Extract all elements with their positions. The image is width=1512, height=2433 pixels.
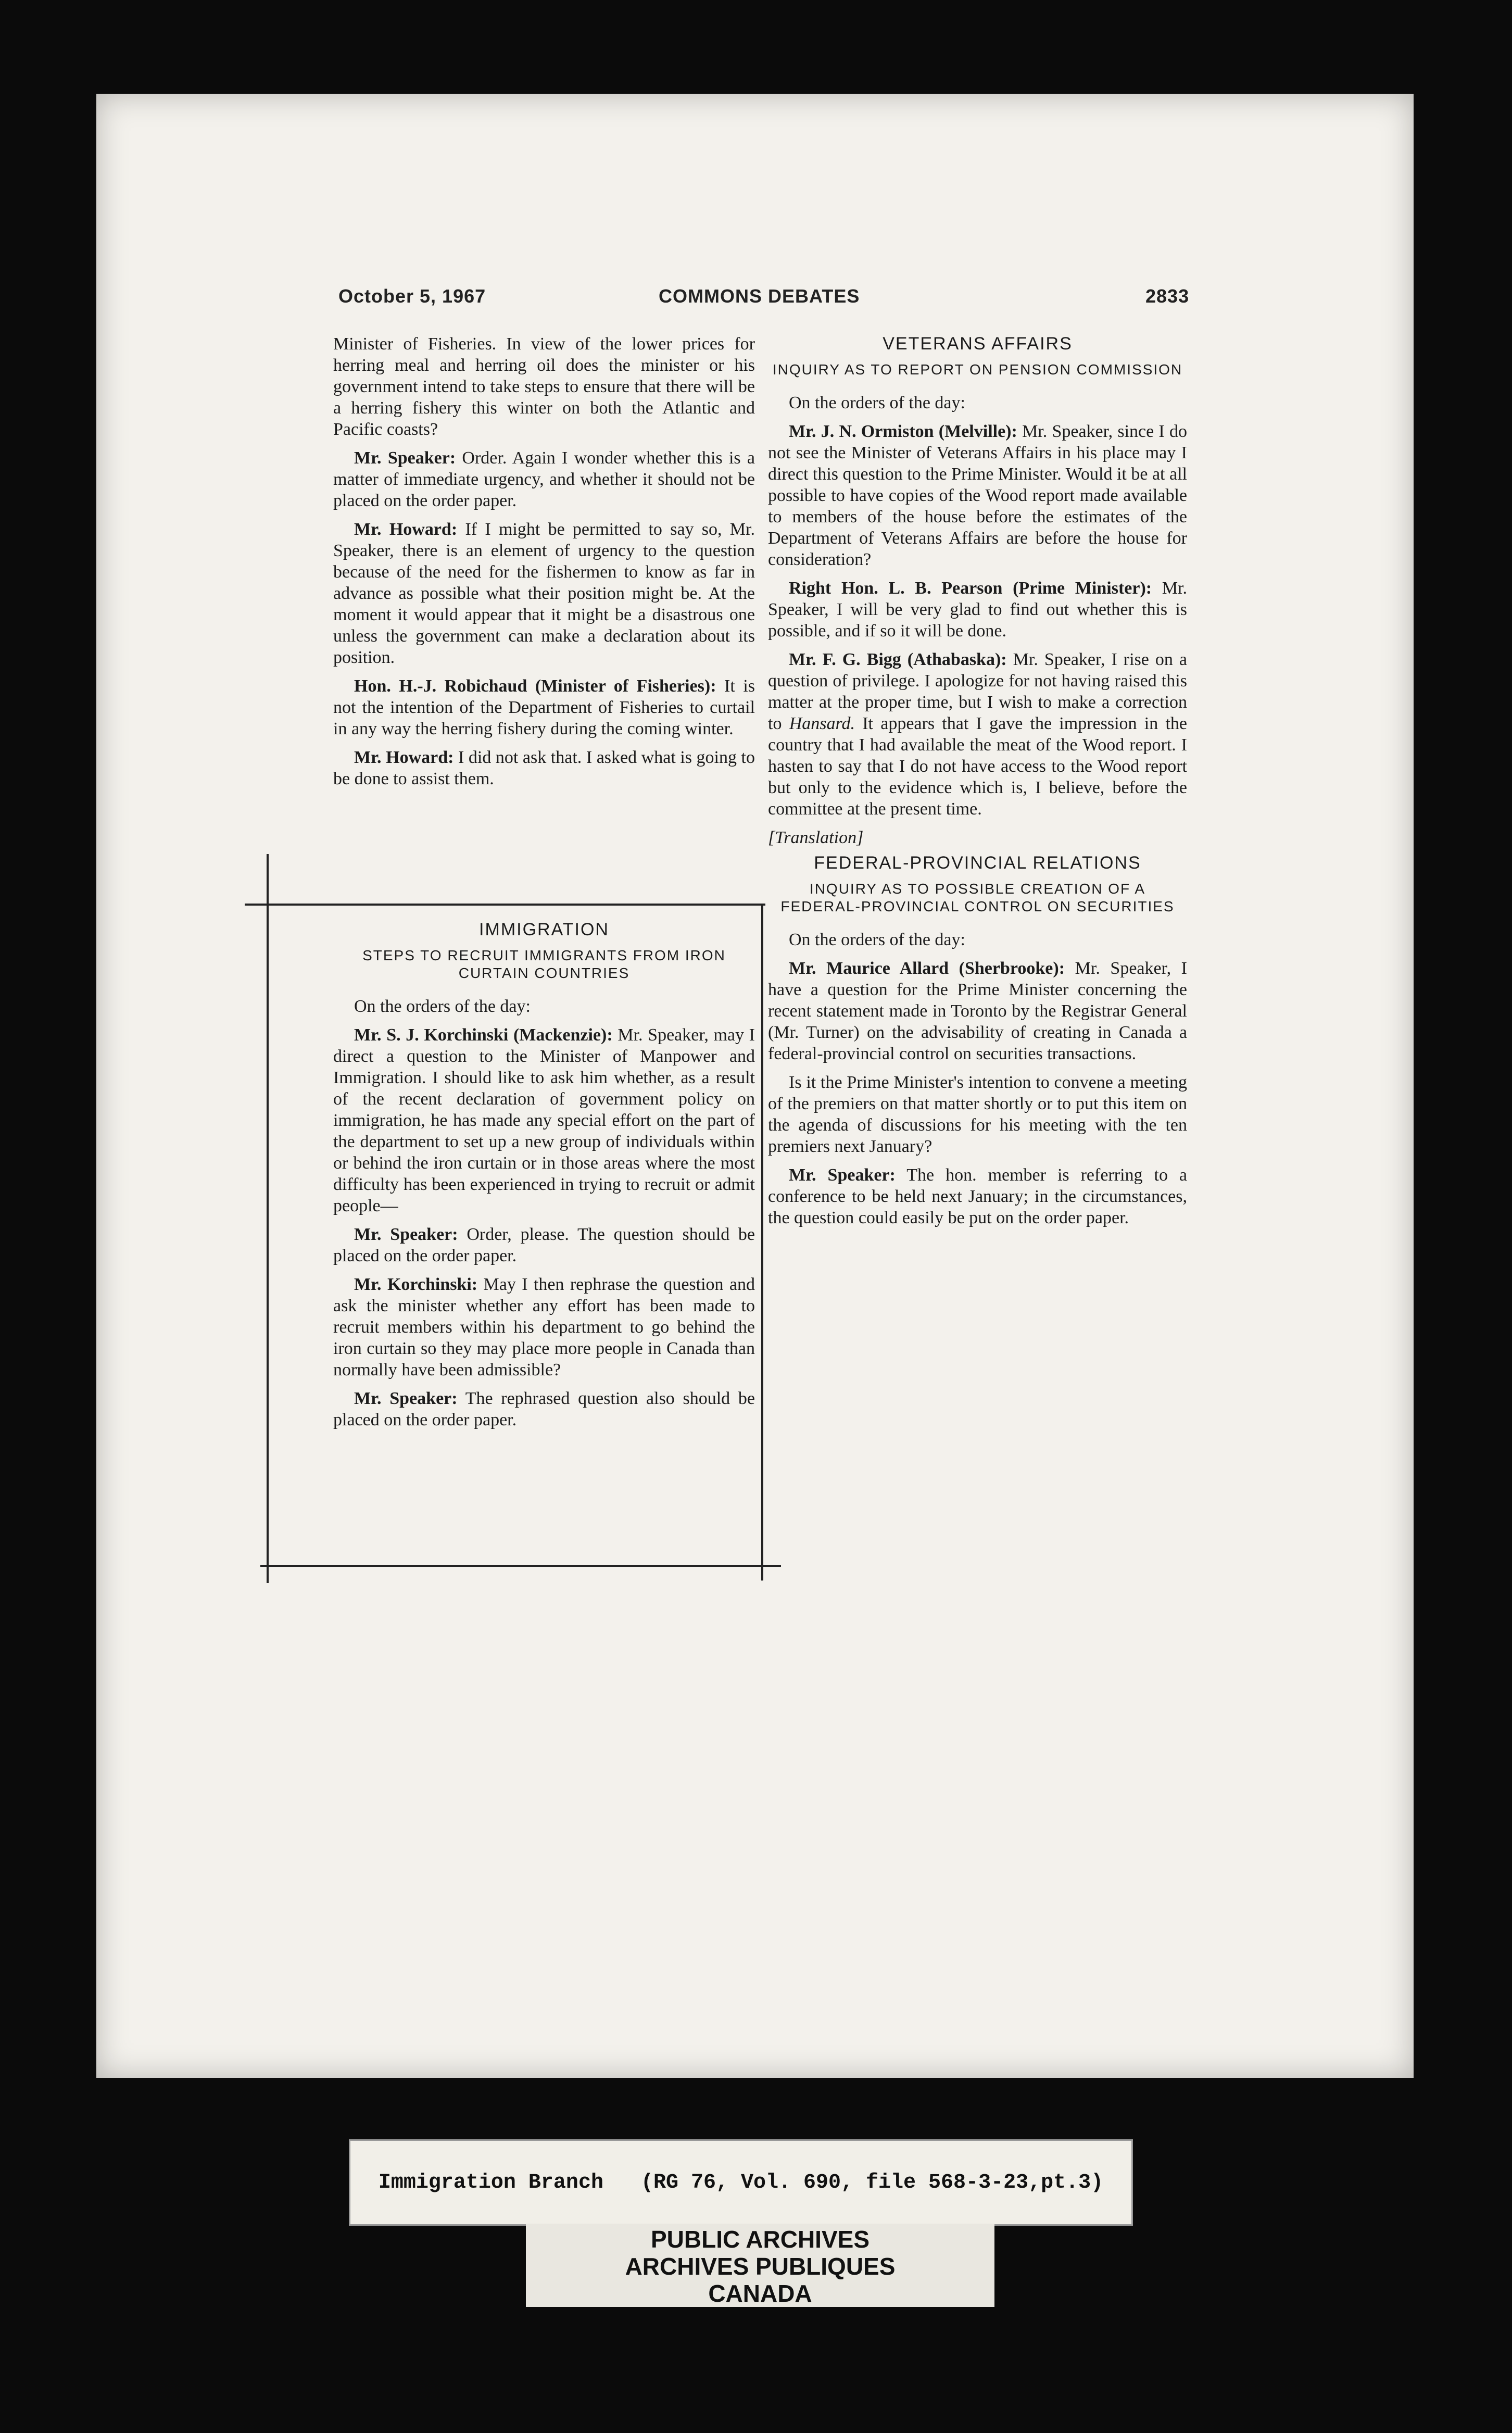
immigration-para-4: Mr. Speaker: The rephrased question also should be placed on the order paper.	[333, 1389, 755, 1429]
left-para-4: Hon. H.-J. Robichaud (Minister of Fisheries): It is not the intention of the Department of Fisheries to curtail in any way the herring fishery during the coming winter.	[333, 676, 755, 738]
left-para-3: Mr. Howard: If I might be permitted to say so, Mr. Speaker, there is an element of urgency to the question because of the need for the fishermen to know as far in advance as possible what their position might be. At the moment it would appear that it might be a disastrous one unless the government can make a declaration about its position.	[333, 520, 755, 667]
left-column	[333, 333, 755, 797]
header-page-number: 2833	[1145, 285, 1190, 307]
immigration-orders: On the orders of the day:	[354, 997, 531, 1016]
stamp-line-3: CANADA	[708, 2280, 812, 2307]
right-para-6: Mr. Speaker: The hon. member is referring to a conference to be held next January; in the circumstances, the question could easily be put on the order paper.	[768, 1165, 1188, 1227]
right-para-2: Right Hon. L. B. Pearson (Prime Minister): Mr. Speaker, I will be very glad to find out whether this is possible, and if so it will be done.	[768, 579, 1187, 641]
header-date: October 5, 1967	[338, 285, 486, 307]
stamp-line-1: PUBLIC ARCHIVES	[651, 2226, 870, 2253]
right-column	[768, 333, 1187, 1236]
veterans-subheading: INQUIRY AS TO REPORT ON PENSION COMMISSION	[772, 361, 1183, 378]
public-archives-stamp	[526, 2224, 994, 2307]
box-left-vertical	[267, 854, 269, 1583]
immigration-para-1: Mr. S. J. Korchinski (Mackenzie): Mr. Speaker, may I direct a question to the Minister of Manpower and Immigration. I should like to ask him whether, as a result of the recent declaration of government policy on immigration, he has made any special effort on the part of the department to set up a new group of individuals within or behind the iron curtain or in those areas where the most difficulty has been experienced in trying to recruit or admit people—	[333, 1025, 755, 1215]
immigration-para-3: Mr. Korchinski: May I then rephrase the question and ask the minister whether any effort has been made to recruit members within his department to go behind the iron curtain so they may place more people in Canada than normally have been admissible?	[333, 1275, 755, 1379]
federal-provincial-subheading: INQUIRY AS TO POSSIBLE CREATION OF A FEDERAL-PROVINCIAL CONTROL ON SECURITIES	[780, 881, 1175, 914]
box-bottom-line	[260, 1565, 781, 1567]
right-para-4: Mr. Maurice Allard (Sherbrooke): Mr. Speaker, I have a question for the Prime Minister concerning the recent statement made in Toronto by the Registrar General (Mr. Turner) on the advisability of creating in Canada a federal-provincial control on securities transactions.	[768, 959, 1187, 1063]
translation-note: [Translation]	[768, 828, 864, 847]
immigration-section	[333, 919, 755, 1438]
document-page	[96, 94, 1414, 2078]
header-title: COMMONS DEBATES	[659, 285, 860, 307]
immigration-para-2: Mr. Speaker: Order, please. The question should be placed on the order paper.	[333, 1225, 755, 1265]
box-right-vertical	[761, 904, 763, 1581]
stamp-line-2: ARCHIVES PUBLIQUES	[625, 2253, 896, 2280]
immigration-heading: IMMIGRATION	[479, 920, 609, 939]
right-para-1: Mr. J. N. Ormiston (Melville): Mr. Speaker, since I do not see the Minister of Veterans Affairs in his place may I direct this question to the Prime Minister. Would it be at all possible to have copies of the Wood report made available to members of the house before the estimates of the Department of Veterans Affairs are before the house for consideration?	[768, 422, 1187, 569]
federal-provincial-heading: FEDERAL-PROVINCIAL RELATIONS	[814, 853, 1141, 873]
box-top-line	[245, 904, 765, 906]
left-para-5: Mr. Howard: I did not ask that. I asked what is going to be done to assist them.	[333, 748, 755, 788]
archive-reference-text: Immigration Branch (RG 76, Vol. 690, file 568-3-23,pt.3)	[378, 2171, 1104, 2194]
left-para-1: Minister of Fisheries. In view of the lower prices for herring meal and herring oil does the minister or his government intend to take steps to ensure that there will be a herring fishery this winter on both the Atlantic and Pacific coasts?	[333, 334, 755, 439]
right-para-5: Is it the Prime Minister's intention to convene a meeting of the premiers on that matter shortly or to put this item on the agenda of discussions for his meeting with the ten premiers next January?	[768, 1073, 1187, 1156]
veterans-heading: VETERANS AFFAIRS	[883, 334, 1073, 354]
right-para-3: Mr. F. G. Bigg (Athabaska): Mr. Speaker, I rise on a question of privilege. I apologize for not having raised this matter at the proper time, but I wish to make a correction to Hansard. It appears that I gave the impression in the country that I had available the meat of the Wood report. I hasten to say that I do not have access to the Wood report but only to the evidence which is, I believe, before the committee at the present time.	[768, 650, 1188, 819]
left-para-2: Mr. Speaker: Order. Again I wonder whether this is a matter of immediate urgency, and whether it should not be placed on the order paper.	[333, 448, 755, 510]
veterans-orders: On the orders of the day:	[789, 393, 965, 412]
immigration-subheading: STEPS TO RECRUIT IMMIGRANTS FROM IRON CURTAIN COUNTRIES	[362, 947, 726, 981]
archive-reference-label	[349, 2139, 1133, 2226]
federal-provincial-orders: On the orders of the day:	[789, 930, 965, 949]
